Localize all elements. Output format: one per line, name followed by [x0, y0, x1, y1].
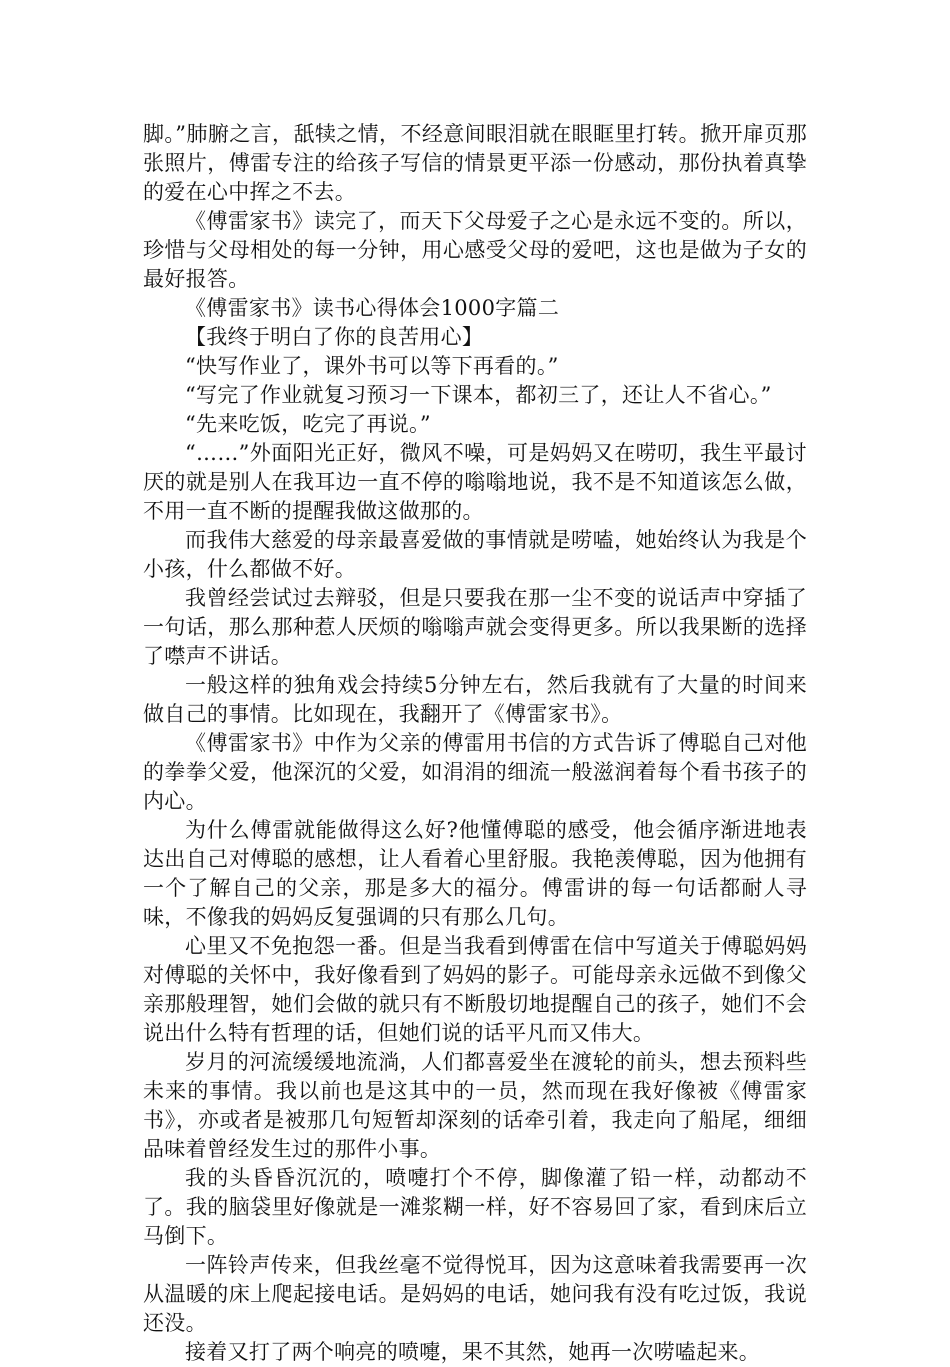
paragraph: 一阵铃声传来，但我丝毫不觉得悦耳，因为这意味着我需要再一次从温暖的床上爬起接电话。是妈妈的电话，她问我有没有吃过饭，我说还没。 [143, 1253, 807, 1335]
paragraph: 《傅雷家书》读完了，而天下父母爱子之心是永远不变的。所以，珍惜与父母相处的每一分钟，用心感受父母的爱吧，这也是做为子女的最好报答。 [143, 209, 807, 291]
paragraph: 我的头昏昏沉沉的，喷嚏打个不停，脚像灌了铅一样，动都动不了。我的脑袋里好像就是一滩浆糊一样，好不容易回了家，看到床后立马倒下。 [143, 1166, 807, 1248]
paragraph: 我曾经尝试过去辩驳，但是只要我在那一尘不变的说话声中穿插了一句话，那么那种惹人厌烦的嗡嗡声就会变得更多。所以我果断的选择了噤声不讲话。 [143, 586, 807, 668]
article-body [143, 120, 807, 1367]
paragraph: 一般这样的独角戏会持续5分钟左右，然后我就有了大量的时间来做自己的事情。比如现在，我翻开了《傅雷家书》。 [143, 673, 807, 726]
section-title: 《傅雷家书》读书心得体会1000字篇二 [185, 296, 560, 320]
paragraph: 《傅雷家书》中作为父亲的傅雷用书信的方式告诉了傅聪自己对他的拳拳父爱，他深沉的父爱，如涓涓的细流一般滋润着每个看书孩子的内心。 [143, 731, 807, 813]
paragraph: 心里又不免抱怨一番。但是当我看到傅雷在信中写道关于傅聪妈妈对傅聪的关怀中，我好像看到了妈妈的影子。可能母亲永远做不到像父亲那般理智，她们会做的就只有不断殷切地提醒自己的孩子，她们不会说出什么特有哲理的话，但她们说的话平凡而又伟大。 [143, 934, 807, 1045]
paragraph: 而我伟大慈爱的母亲最喜爱做的事情就是唠嗑，她始终认为我是个小孩，什么都做不好。 [143, 528, 807, 581]
paragraph: “写完了作业就复习预习一下课本，都初三了，还让人不省心。” [185, 383, 772, 407]
paragraph: “……”外面阳光正好，微风不噪，可是妈妈又在唠叨，我生平最讨厌的就是别人在我耳边一直不停的嗡嗡地说，我不是不知道该怎么做，不用一直不断的提醒我做这做那的。 [143, 441, 807, 523]
paragraph: “先来吃饭，吃完了再说。” [185, 412, 431, 436]
paragraph: 脚。”肺腑之言，舐犊之情，不经意间眼泪就在眼眶里打转。掀开扉页那张照片，傅雷专注的给孩子写信的情景更平添一份感动，那份执着真挚的爱在心中挥之不去。 [143, 122, 807, 204]
paragraph: 为什么傅雷就能做得这么好?他懂傅聪的感受，他会循序渐进地表达出自己对傅聪的感想，让人看着心里舒服。我艳羡傅聪，因为他拥有一个了解自己的父亲，那是多大的福分。傅雷讲的每一句话都耐人寻味，不像我的妈妈反复强调的只有那么几句。 [143, 818, 807, 929]
paragraph: “快写作业了，课外书可以等下再看的。” [185, 354, 559, 378]
section-subtitle: 【我终于明白了你的良苦用心】 [185, 325, 484, 349]
paragraph: 岁月的河流缓缓地流淌，人们都喜爱坐在渡轮的前头，想去预料些未来的事情。我以前也是这其中的一员，然而现在我好像被《傅雷家书》，亦或者是被那几句短暂却深刻的话牵引着，我走向了船尾，细细品味着曾经发生过的那件小事。 [143, 1050, 807, 1161]
paragraph: 接着又打了两个响亮的喷嚏，果不其然，她再一次唠嗑起来。 [185, 1340, 761, 1364]
